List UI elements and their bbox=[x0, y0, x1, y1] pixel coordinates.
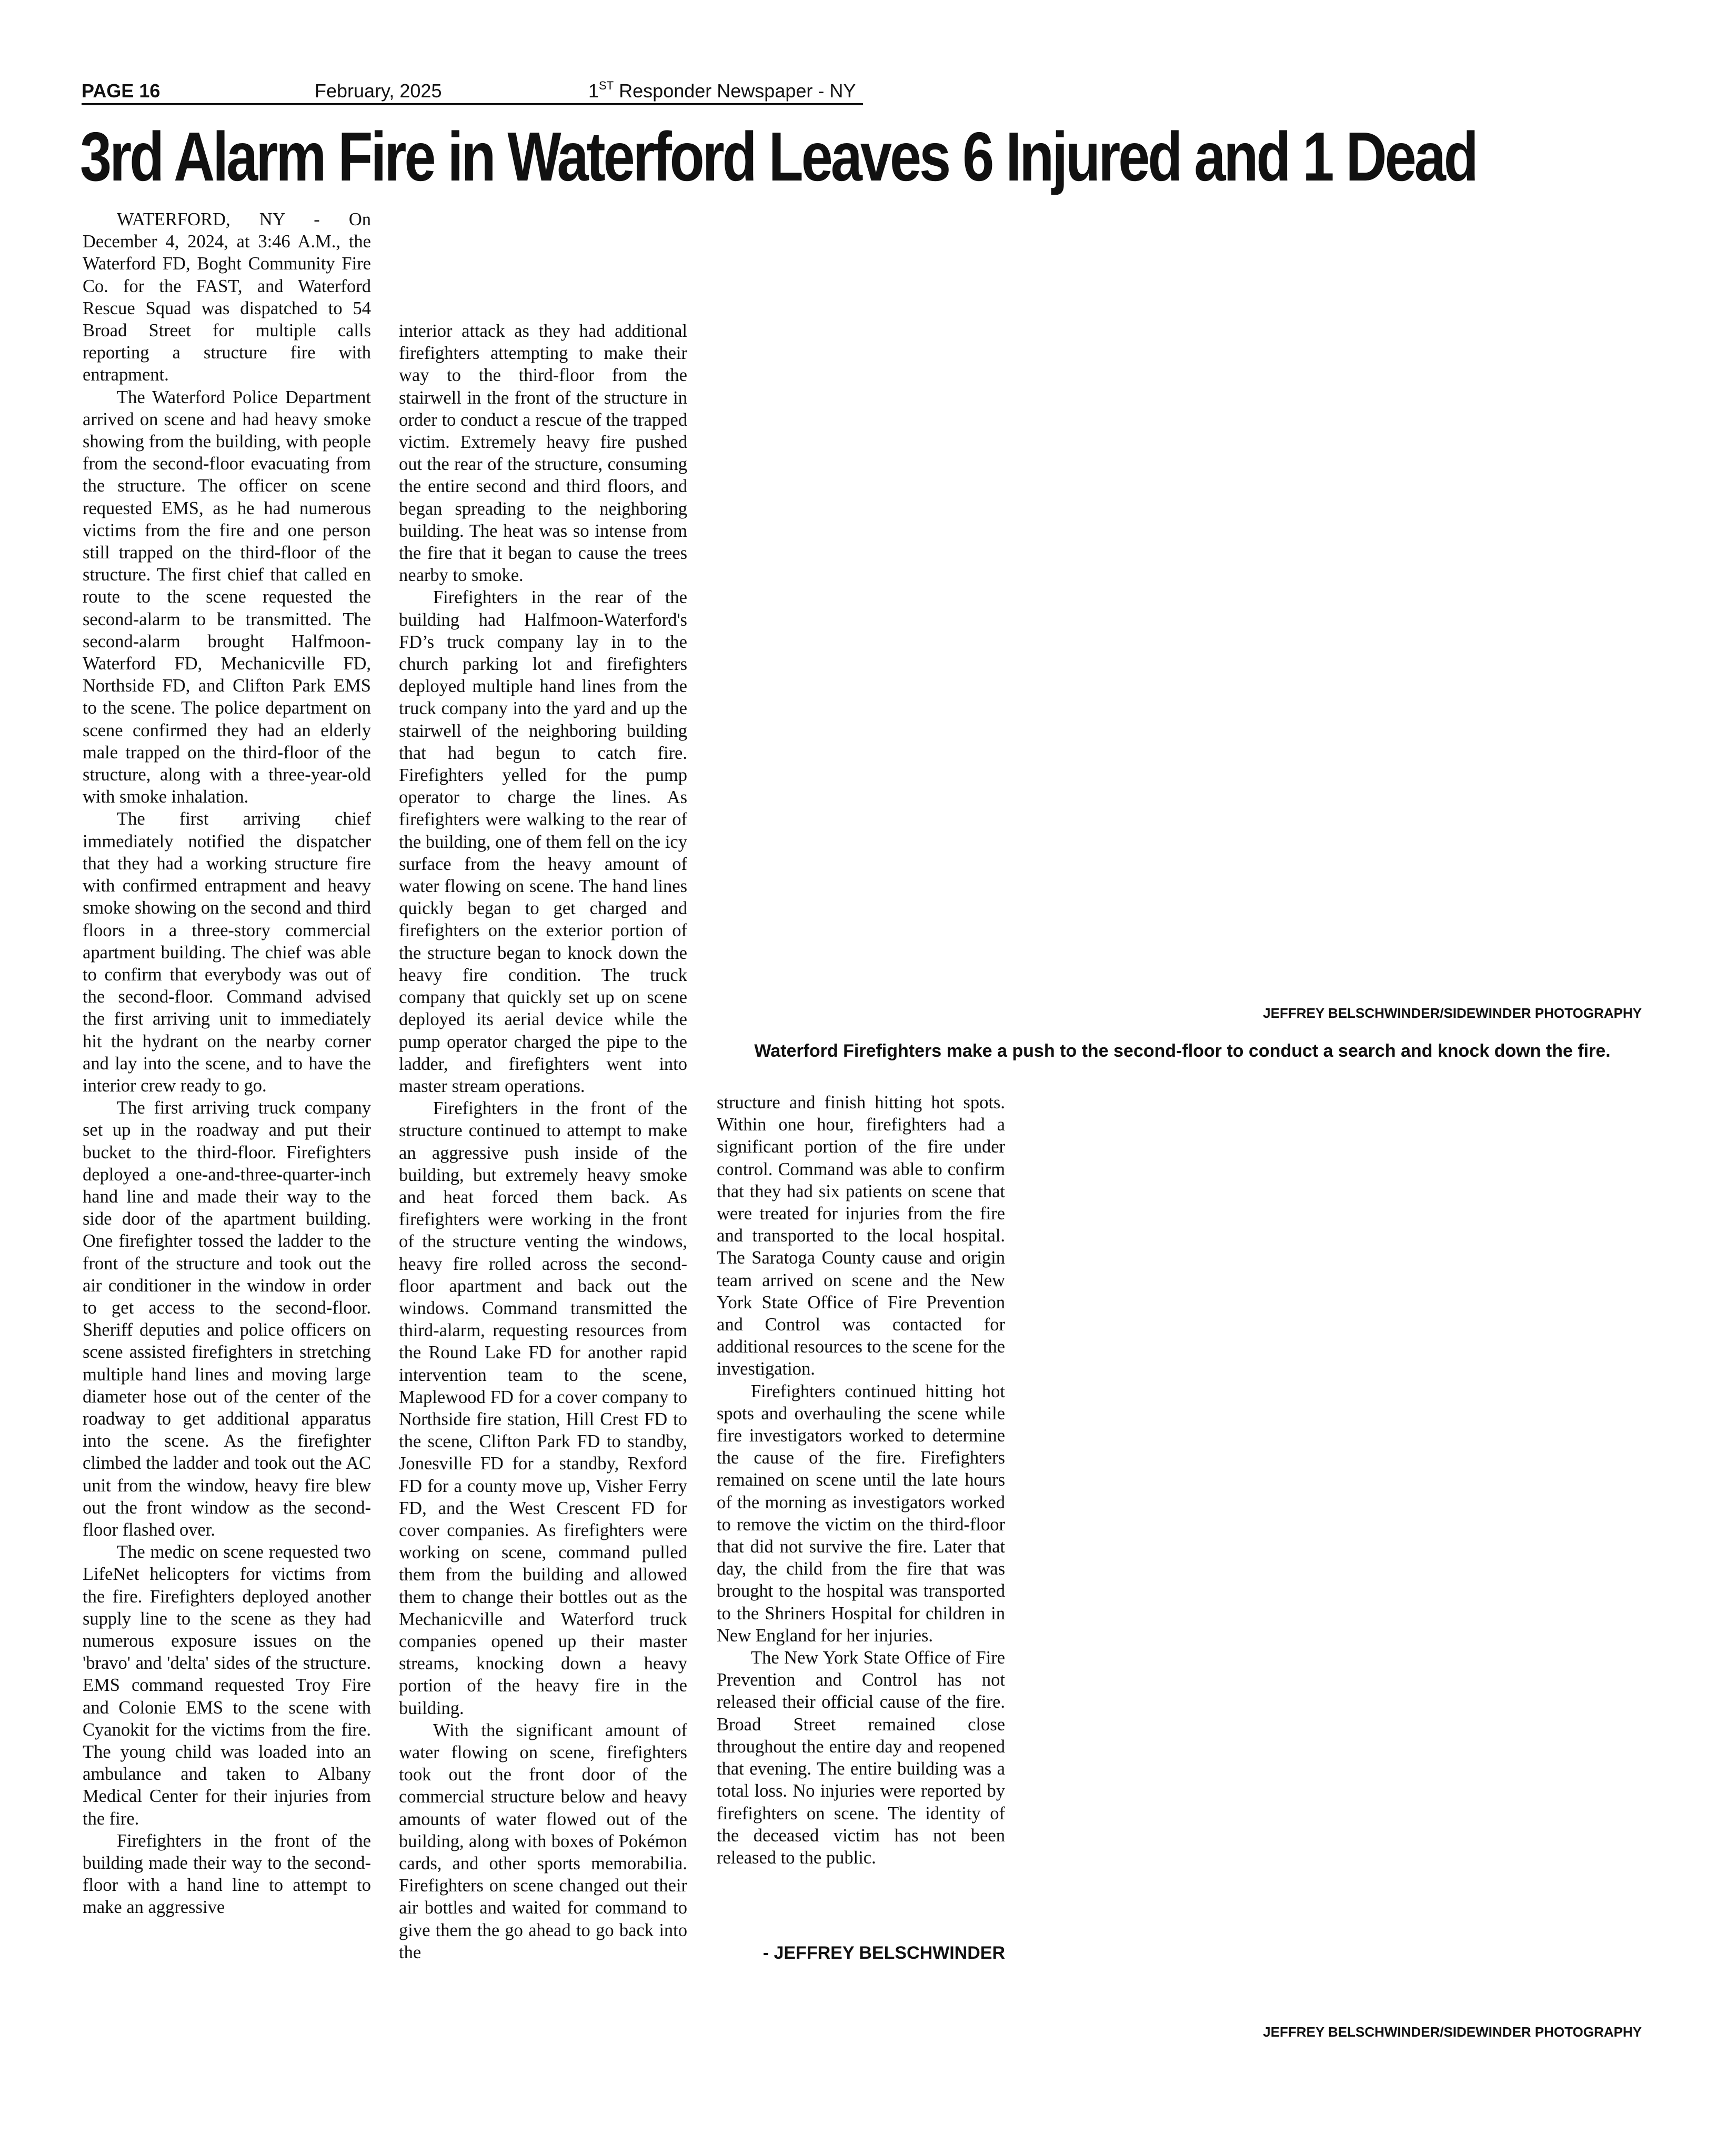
article-byline: - JEFFREY BELSCHWINDER bbox=[762, 1943, 1005, 1963]
page-folio bbox=[82, 79, 863, 105]
paragraph: interior attack as they had additional firefighters attempting to make their way to the third-floor from the stairwell in the front of the structure in order to conduct a rescue of the trapped victim. Extremely heavy fire pushed out the rear of the structure, consuming the entire second and third floors, and began spreading to the neighboring building. The heat was so intense from the fire that it began to cause the trees nearby to smoke. bbox=[399, 321, 687, 586]
newspaper-name-prefix: 1 bbox=[588, 80, 599, 102]
bottom-photo-credit: JEFFREY BELSCHWINDER/SIDEWINDER PHOTOGRAPHY bbox=[1263, 2024, 1642, 2040]
paragraph: WATERFORD, NY - On December 4, 2024, at 3:46 A.M., the Waterford FD, Boght Community Fire Co. for the FAST, and Waterford Rescue Squad was dispatched to 54 Broad Street for multiple calls reporting a structure fire with entrapment. bbox=[83, 209, 371, 385]
paragraph: The medic on scene requested two LifeNet helicopters for victims from the fire. Firefighters deployed another supply line to the scene as they had numerous exposure issues on the 'bravo' and 'delta' sides of the structure. EMS command requested Troy Fire and Colonie EMS to the scene with Cyanokit for the victims from the fire. The young child was loaded into an ambulance and taken to Albany Medical Center for their injuries from the fire. bbox=[83, 1542, 371, 1829]
top-photo-credit: JEFFREY BELSCHWINDER/SIDEWINDER PHOTOGRAPHY bbox=[1263, 1005, 1642, 1021]
article-headline: 3rd Alarm Fire in Waterford Leaves 6 Injured and 1 Dead bbox=[80, 118, 1477, 195]
paragraph: structure and finish hitting hot spots. Within one hour, firefighters had a significant portion of the fire under control. Command was able to confirm that they had six patients on scene that were treated for injuries from the fire and transported to the local hospital. The Saratoga County cause and origin team arrived on scene and the New York State Office of Fire Prevention and Control was contacted for additional resources to the scene for the investigation. bbox=[717, 1093, 1005, 1379]
top-photo-caption: Waterford Firefighters make a push to the second-floor to conduct a search and knock down the fire. bbox=[754, 1041, 1611, 1061]
article-column-2 bbox=[399, 320, 687, 2035]
paragraph: Firefighters in the front of the building made their way to the second-floor with a hand line to attempt to make an aggressive bbox=[83, 1830, 371, 1918]
article-column-1 bbox=[83, 208, 371, 2035]
paragraph: Firefighters continued hitting hot spots and overhauling the scene while fire investigators worked to determine the cause of the fire. Firefighters remained on scene until the late hours of the morning as investigators worked to remove the victim on the third-floor that did not survive the fire. Later that day, the child from the fire that was brought to the hospital was transported to the Shriners Hospital for children in New England for her injuries. bbox=[717, 1381, 1005, 1646]
newspaper-name-rest: Responder Newspaper - NY bbox=[614, 80, 856, 102]
paragraph: The New York State Office of Fire Prevention and Control has not released their official cause of the fire. Broad Street remained close throughout the entire day and reopened that evening. The entire building was a total loss. No injuries were reported by firefighters on scene. The identity of the deceased victim has not been released to the public. bbox=[717, 1648, 1005, 1868]
page-number: PAGE 16 bbox=[82, 80, 160, 102]
paragraph: With the significant amount of water flowing on scene, firefighters took out the front door of the commercial structure below and heavy amounts of water flowed out of the building, along with boxes of Pokémon cards, and other sports memorabilia. Firefighters on scene changed out their air bottles and waited for command to give them the go ahead to go back into the bbox=[399, 1720, 687, 1962]
paragraph: The Waterford Police Department arrived on scene and had heavy smoke showing from the building, with people from the second-floor evacuating from the structure. The officer on scene requested EMS, as he had numerous victims from the fire and one person still trapped on the third-floor of the structure. The first chief that called en route to the scene requested the second-alarm to be transmitted. The second-alarm brought Halfmoon-Waterford FD, Mechanicville FD, Northside FD, and Clifton Park EMS to the scene. The police department on scene confirmed they had an elderly male trapped on the third-floor of the structure, along with a three-year-old with smoke inhalation. bbox=[83, 387, 371, 807]
paragraph: Firefighters in the front of the structure continued to attempt to make an aggressive push inside of the building, but extremely heavy smoke and heat forced them back. As firefighters were working in the front of the structure venting the windows, heavy fire rolled across the second-floor apartment and back out the windows. Command transmitted the third-alarm, requesting resources from the Round Lake FD for another rapid intervention team to the scene, Maplewood FD for a cover company to Northside fire station, Hill Crest FD to the scene, Clifton Park FD to standby, Jonesville FD for a standby, Rexford FD for a county move up, Visher Ferry FD, and the West Crescent FD for cover companies. As firefighters were working on scene, command pulled them from the building and allowed them to change their bottles out as the Mechanicville and Waterford truck companies opened up their master streams, knocking down a heavy portion of the heavy fire in the building. bbox=[399, 1098, 687, 1718]
paragraph: The first arriving chief immediately notified the dispatcher that they had a working structure fire with confirmed entrapment and heavy smoke showing on the second and third floors in a three-story commercial apartment building. The chief was able to confirm that everybody was out of the second-floor. Command advised the first arriving unit to immediately hit the hydrant on the nearby corner and lay into the scene, and to have the interior crew ready to go. bbox=[83, 809, 371, 1096]
newspaper-name-superscript: ST bbox=[599, 79, 614, 92]
paragraph: The first arriving truck company set up in the roadway and put their bucket to the third-floor. Firefighters deployed a one-and-three-quarter-inch hand line and made their way to the side door of the apartment building. One firefighter tossed the ladder to the front of the structure and took out the air conditioner in the window in order to get access to the second-floor. Sheriff deputies and police officers on scene assisted firefighters in stretching multiple hand lines and moving large diameter hose out of the center of the roadway to get additional apparatus into the scene. As the firefighter climbed the ladder and took out the AC unit from the window, heavy fire blew out the front window as the second-floor flashed over. bbox=[83, 1098, 371, 1540]
newspaper-name bbox=[588, 80, 856, 102]
paragraph: Firefighters in the rear of the building had Halfmoon-Waterford's FD’s truck company lay in to the church parking lot and firefighters deployed multiple hand lines from the truck company into the yard and up the stairwell of the neighboring building that had begun to catch fire. Firefighters yelled for the pump operator to charge the lines. As firefighters were walking to the rear of the building, one of them fell on the icy surface from the heavy amount of water flowing on scene. The hand lines quickly began to get charged and firefighters on the exterior portion of the structure began to knock down the heavy fire condition. The truck company that quickly set up on scene deployed its aerial device while the pump operator charged the pipe to the ladder, and firefighters went into master stream operations. bbox=[399, 587, 687, 1096]
issue-date: February, 2025 bbox=[315, 80, 442, 102]
bottom-photo-area bbox=[1029, 1091, 1642, 2012]
article-column-3 bbox=[717, 1091, 1005, 2035]
top-photo-area bbox=[717, 208, 1642, 998]
